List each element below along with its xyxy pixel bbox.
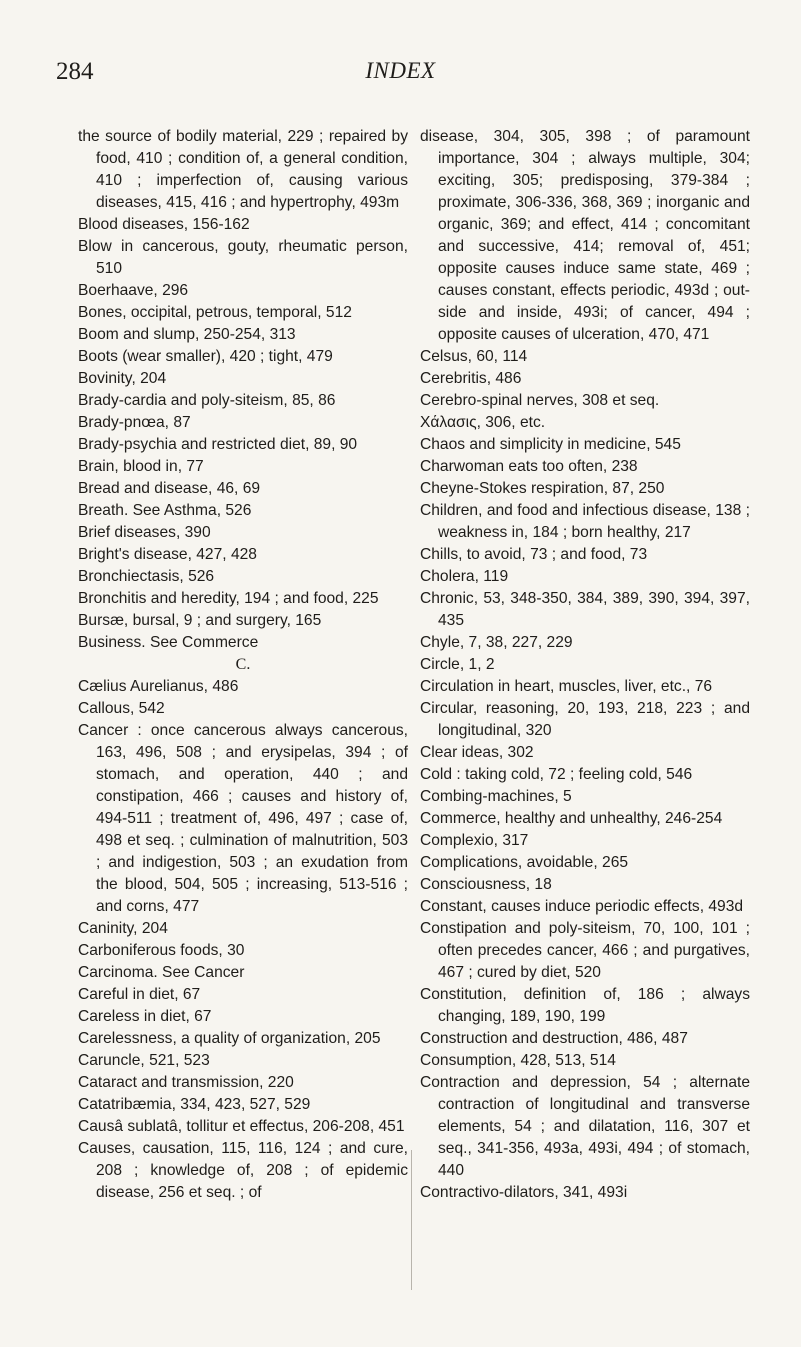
index-entry: Χάλασις, 306, etc. bbox=[420, 414, 546, 431]
section-letter-heading: C. bbox=[235, 656, 251, 673]
column-divider bbox=[411, 1150, 412, 1290]
index-entry: Complications, avoidable, 265 bbox=[420, 854, 629, 871]
index-entry: Chills, to avoid, 73 ; and food, 73 bbox=[420, 546, 648, 563]
index-entry: Consumption, 428, 513, 514 bbox=[420, 1052, 616, 1069]
index-entry: Children, and food and infectious disease, 138 ; weakness in, 184 ; born healthy, 217 bbox=[420, 502, 750, 541]
index-entry: Cerebro-spinal nerves, 308 et seq. bbox=[420, 392, 660, 409]
index-entry: Complexio, 317 bbox=[420, 832, 529, 849]
index-entry: Blow in cancerous, gouty, rheumatic person, 510 bbox=[78, 238, 408, 277]
index-entry: Caninity, 204 bbox=[78, 920, 168, 937]
index-entry: Business. See Commerce bbox=[78, 634, 259, 651]
index-entry: Circular, reasoning, 20, 193, 218, 223 ; and longitudinal, 320 bbox=[420, 700, 750, 739]
index-entry: Bright's disease, 427, 428 bbox=[78, 546, 257, 563]
index-entry: Breath. See Asthma, 526 bbox=[78, 502, 252, 519]
index-entry: Bones, occipital, petrous, temporal, 512 bbox=[78, 304, 352, 321]
index-entry: Catatribæmia, 334, 423, 527, 529 bbox=[78, 1096, 311, 1113]
index-entry: Circle, 1, 2 bbox=[420, 656, 495, 673]
index-entry: Bronchitis and heredity, 194 ; and food, 225 bbox=[78, 590, 379, 607]
index-entry: Cataract and transmission, 220 bbox=[78, 1074, 294, 1091]
index-entry: Bread and disease, 46, 69 bbox=[78, 480, 261, 497]
index-entry: Callous, 542 bbox=[78, 700, 165, 717]
index-entry: Chronic, 53, 348-350, 384, 389, 390, 394, 397, 435 bbox=[420, 590, 750, 629]
index-entry: Carcinoma. See Cancer bbox=[78, 964, 245, 981]
index-entry: Boom and slump, 250-254, 313 bbox=[78, 326, 296, 343]
index-entry: Caruncle, 521, 523 bbox=[78, 1052, 210, 1069]
index-entry: the source of bodily material, 229 ; repaired by food, 410 ; condition of, a general condition, 410 ; imperfection of, causing various diseases, 415, 416 ; and hypertrophy, 493m bbox=[78, 128, 408, 211]
index-entry: Brain, blood in, 77 bbox=[78, 458, 204, 475]
index-entry: disease, 304, 305, 398 ; of paramount importance, 304 ; always multiple, 304; exciting, 305; predisposing, 379-384 ; proximate, 306-336, 368, 369 ; inorganic and organic, 369; and effect, 414 ; concomitant and successive, 414; removal of, 451; opposite causes induce same state, 469 ; causes constant, effects periodic, 493d ; outside and inside, 493i; of cancer, 494 ; opposite causes of ulceration, 470, 471 bbox=[420, 128, 750, 343]
index-entry: Cælius Aurelianus, 486 bbox=[78, 678, 239, 695]
index-entry: Carboniferous foods, 30 bbox=[78, 942, 245, 959]
index-entry: Cerebritis, 486 bbox=[420, 370, 522, 387]
index-entry: Careful in diet, 67 bbox=[78, 986, 201, 1003]
index-entry: Chaos and simplicity in medicine, 545 bbox=[420, 436, 681, 453]
index-entry: Bursæ, bursal, 9 ; and surgery, 165 bbox=[78, 612, 322, 629]
index-entry: Bronchiectasis, 526 bbox=[78, 568, 215, 585]
index-entry: Combing-machines, 5 bbox=[420, 788, 572, 805]
index-entry: Brief diseases, 390 bbox=[78, 524, 211, 541]
index-entry: Boots (wear smaller), 420 ; tight, 479 bbox=[78, 348, 333, 365]
index-entry: Clear ideas, 302 bbox=[420, 744, 534, 761]
index-entry: Commerce, healthy and unhealthy, 246-254 bbox=[420, 810, 723, 827]
index-entry: Brady-cardia and poly-siteism, 85, 86 bbox=[78, 392, 336, 409]
index-entry: Carelessness, a quality of organization, 205 bbox=[78, 1030, 381, 1047]
index-entry: Brady-psychia and restricted diet, 89, 90 bbox=[78, 436, 358, 453]
index-column-left bbox=[78, 126, 408, 1204]
index-entry: Contractivo-dilators, 341, 493i bbox=[420, 1184, 628, 1201]
index-entry: Cholera, 119 bbox=[420, 568, 509, 585]
index-entry: Circulation in heart, muscles, liver, etc., 76 bbox=[420, 678, 713, 695]
index-entry: Celsus, 60, 114 bbox=[420, 348, 528, 365]
index-entry: Careless in diet, 67 bbox=[78, 1008, 212, 1025]
index-entry: Charwoman eats too often, 238 bbox=[420, 458, 638, 475]
index-entry: Blood diseases, 156-162 bbox=[78, 216, 250, 233]
index-entry: Boerhaave, 296 bbox=[78, 282, 189, 299]
index-entry: Constitution, definition of, 186 ; always changing, 189, 190, 199 bbox=[420, 986, 750, 1025]
page-header bbox=[0, 58, 801, 98]
index-entry: Constant, causes induce periodic effects, 493d bbox=[420, 898, 744, 915]
index-column-right bbox=[420, 126, 750, 1204]
index-entry: Cheyne-Stokes respiration, 87, 250 bbox=[420, 480, 665, 497]
index-entry: Construction and destruction, 486, 487 bbox=[420, 1030, 688, 1047]
index-entry: Causâ sublatâ, tollitur et effectus, 206-208, 451 bbox=[78, 1118, 405, 1135]
index-entry: Constipation and poly-siteism, 70, 100, 101 ; often precedes cancer, 466 ; and purgatives, 467 ; cured by diet, 520 bbox=[420, 920, 750, 981]
index-entry: Causes, causation, 115, 116, 124 ; and cure, 208 ; knowledge of, 208 ; of epidemic disease, 256 et seq. ; of bbox=[78, 1140, 408, 1201]
index-entry: Contraction and depression, 54 ; alternate contraction of longitudinal and transverse elements, 54 ; and dilatation, 116, 307 et seq., 341-356, 493a, 493i, 494 ; of stomach, 440 bbox=[420, 1074, 750, 1179]
page-number: 284 bbox=[56, 58, 94, 85]
index-entry: Consciousness, 18 bbox=[420, 876, 552, 893]
index-entry: Bovinity, 204 bbox=[78, 370, 167, 387]
index-entry: Cold : taking cold, 72 ; feeling cold, 546 bbox=[420, 766, 693, 783]
running-head: INDEX bbox=[365, 58, 436, 83]
index-entry: Brady-pnœa, 87 bbox=[78, 414, 191, 431]
index-entry: Cancer : once cancerous always cancerous, 163, 496, 508 ; and erysipelas, 394 ; of stomach, and operation, 440 ; and constipation, 466 ; causes and history of, 494-511 ; treatment of, 496, 497 ; case of, 498 et seq. ; culmination of malnutrition, 503 ; and indigestion, 503 ; an exudation from the blood, 504, 505 ; increasing, 513-516 ; and corns, 477 bbox=[78, 722, 408, 915]
index-entry: Chyle, 7, 38, 227, 229 bbox=[420, 634, 573, 651]
